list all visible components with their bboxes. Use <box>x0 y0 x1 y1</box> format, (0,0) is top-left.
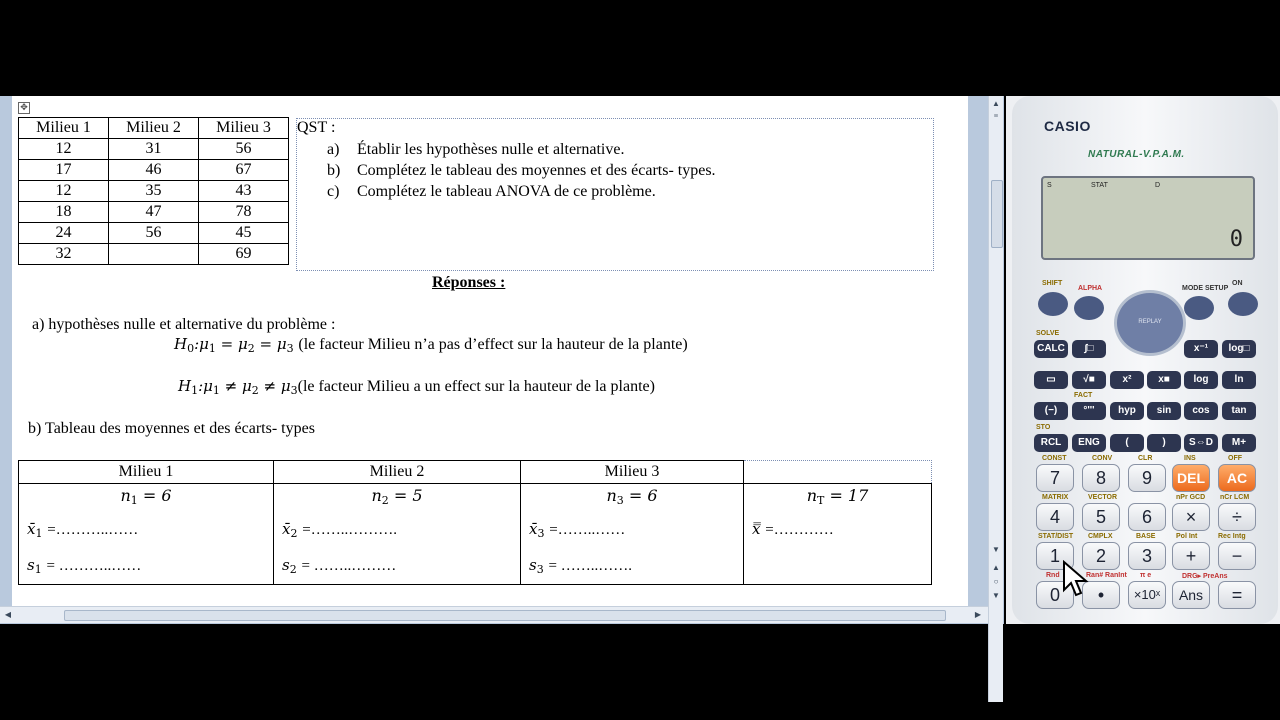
del-button[interactable]: DEL <box>1172 464 1210 492</box>
secondary-label: Rec Intg <box>1218 533 1246 540</box>
power-button[interactable]: x■ <box>1147 371 1181 389</box>
multiply-button[interactable]: × <box>1172 503 1210 531</box>
key-3[interactable]: 3 <box>1128 542 1166 570</box>
h1-line <box>178 377 655 397</box>
secondary-label: BASE <box>1136 533 1156 540</box>
ln-button[interactable]: ln <box>1222 371 1256 389</box>
cell <box>109 244 199 265</box>
n-value: = 17 <box>829 486 869 505</box>
h1-text: (le facteur Milieu a un effect sur la hauteur de la plante) <box>297 378 655 395</box>
prev-page-icon[interactable]: ▲ <box>992 563 1000 572</box>
scroll-right-icon[interactable]: ▶ <box>974 610 982 619</box>
key-6[interactable]: 6 <box>1128 503 1166 531</box>
table-row <box>19 160 289 181</box>
table-row <box>19 244 289 265</box>
data-table <box>18 117 289 265</box>
on-label: ON <box>1232 280 1243 287</box>
xbar3: $x̄_3$ =……..…… <box>529 520 626 540</box>
means-cell-total <box>744 484 932 585</box>
next-page-icon[interactable]: ▼ <box>992 591 1000 600</box>
log-button[interactable]: log <box>1184 371 1218 389</box>
exp-button[interactable]: ×10ˣ <box>1128 581 1166 609</box>
secondary-label: DRG▸ PreAns <box>1182 573 1228 580</box>
s2: $s_2$ = ……..……… <box>282 556 397 576</box>
responses-title: Réponses : <box>432 274 506 291</box>
s-blank: = ……..……. <box>548 558 632 574</box>
tan-button[interactable]: tan <box>1222 402 1256 420</box>
question-c <box>327 183 656 201</box>
cell: 45 <box>199 223 289 244</box>
nT: $n_T = 17$ <box>806 486 869 507</box>
mode-label: MODE SETUP <box>1182 285 1229 292</box>
secondary-label: Ran# RanInt <box>1086 572 1127 579</box>
s-blank: = ………..…… <box>46 558 142 574</box>
m-plus-button[interactable]: M+ <box>1222 434 1256 452</box>
h1-formula: $H_1:\mu_1 \ne \mu_2 \ne \mu_3$ <box>178 377 298 397</box>
means-header-2: Milieu 2 <box>274 461 521 484</box>
scroll-down-icon[interactable]: ▼ <box>992 545 1000 554</box>
sin-button[interactable]: sin <box>1147 402 1181 420</box>
secondary-label: SOLVE <box>1036 330 1060 337</box>
degree-button[interactable]: °''' <box>1072 402 1106 420</box>
cell: 56 <box>199 139 289 160</box>
cell: 67 <box>199 160 289 181</box>
alpha-label: ALPHA <box>1078 285 1103 292</box>
x-blank: =………..…… <box>47 522 139 538</box>
secondary-label: CMPLX <box>1088 533 1113 540</box>
shift-button[interactable] <box>1038 292 1068 316</box>
xbarbar: x̿ =………… <box>752 520 834 538</box>
cell: 47 <box>109 202 199 223</box>
h0-formula: $H_0:\mu_1 = \mu_2 = \mu_3$ <box>174 335 294 355</box>
cell: 43 <box>199 181 289 202</box>
header-milieu-3: Milieu 3 <box>199 118 289 139</box>
square-button[interactable]: x² <box>1110 371 1144 389</box>
cell: 46 <box>109 160 199 181</box>
secondary-label: MATRIX <box>1042 494 1069 501</box>
minus-button[interactable]: − <box>1218 542 1256 570</box>
question-letter: a) <box>327 141 340 158</box>
xbar2: $x̄_2$ =……..………. <box>282 520 397 540</box>
cell: 78 <box>199 202 289 223</box>
means-cell-3 <box>521 484 744 585</box>
secondary-label: CONST <box>1042 455 1067 462</box>
key-9[interactable]: 9 <box>1128 464 1166 492</box>
header-milieu-2: Milieu 2 <box>109 118 199 139</box>
secondary-label: OFF <box>1228 455 1242 462</box>
qst-title: QST : <box>297 119 336 136</box>
integral-button[interactable]: ∫□ <box>1072 340 1106 358</box>
question-letter: b) <box>327 162 341 179</box>
n-value: = 6 <box>142 486 172 505</box>
vertical-scroll-thumb[interactable] <box>991 180 1003 248</box>
split-icon[interactable]: ≡ <box>993 111 999 120</box>
key-2[interactable]: 2 <box>1082 542 1120 570</box>
calc-button[interactable]: CALC <box>1034 340 1068 358</box>
divide-button[interactable]: ÷ <box>1218 503 1256 531</box>
key-8[interactable]: 8 <box>1082 464 1120 492</box>
h0-text: (le facteur Milieu n’a pas d’effect sur la hauteur de la plante) <box>298 336 688 353</box>
mouse-pointer-icon <box>1062 560 1092 600</box>
question-text: Établir les hypothèses nulle et alternative. <box>357 141 625 158</box>
table-row <box>19 202 289 223</box>
ac-button[interactable]: AC <box>1218 464 1256 492</box>
document-page <box>12 96 968 606</box>
table-row <box>19 223 289 244</box>
equals-button[interactable]: = <box>1218 581 1256 609</box>
question-a <box>327 141 624 159</box>
cell: 31 <box>109 139 199 160</box>
decimal-point-button[interactable]: • <box>1082 581 1120 609</box>
calculator-brand: CASIO <box>1044 118 1091 134</box>
replay-dpad[interactable] <box>1114 290 1186 356</box>
ans-button[interactable]: Ans <box>1172 581 1210 609</box>
close-paren-button[interactable]: ) <box>1147 434 1181 452</box>
x-blank: =………… <box>765 522 834 538</box>
secondary-label: π e <box>1140 572 1152 579</box>
replay-label: REPLAY <box>1138 319 1162 325</box>
shift-label: SHIFT <box>1042 280 1063 287</box>
secondary-label: STO <box>1036 424 1051 431</box>
negative-button[interactable]: (−) <box>1034 402 1068 420</box>
cell: 32 <box>19 244 109 265</box>
means-header-3: Milieu 3 <box>521 461 744 484</box>
key-0[interactable]: 0 <box>1036 581 1074 609</box>
cell: 69 <box>199 244 289 265</box>
cell: 18 <box>19 202 109 223</box>
question-b <box>327 162 716 180</box>
secondary-label: INS <box>1184 455 1196 462</box>
question-box <box>296 118 934 271</box>
h0-line <box>174 335 688 355</box>
secondary-label: CONV <box>1092 455 1113 462</box>
xbar1: $x̄_1$ =………..…… <box>27 520 139 540</box>
indicator-stat: STAT <box>1091 182 1108 189</box>
hyp-button[interactable]: hyp <box>1110 402 1144 420</box>
means-cell-1 <box>19 484 274 585</box>
eng-button[interactable]: ENG <box>1072 434 1106 452</box>
scroll-up-icon[interactable]: ▲ <box>992 99 1000 108</box>
display-value: 0 <box>1229 227 1243 252</box>
answer-b-label: b) Tableau des moyennes et des écarts- types <box>28 420 315 437</box>
x-blank: =……..………. <box>302 522 397 538</box>
cell: 17 <box>19 160 109 181</box>
means-cell-2 <box>274 484 521 585</box>
cell: 35 <box>109 181 199 202</box>
secondary-label: CLR <box>1138 455 1153 462</box>
n-value: = 5 <box>393 486 423 505</box>
s3: $s_3$ = ……..……. <box>529 556 632 576</box>
s1: $s_1$ = ………..…… <box>27 556 142 576</box>
sqrt-button[interactable]: √■ <box>1072 371 1106 389</box>
secondary-label: nCr LCM <box>1220 494 1250 501</box>
means-header-4 <box>744 461 932 484</box>
table-row <box>19 181 289 202</box>
open-paren-button[interactable]: ( <box>1110 434 1144 452</box>
sd-button[interactable]: S⇔D <box>1184 434 1218 452</box>
mode-button[interactable] <box>1184 296 1214 320</box>
cell: 56 <box>109 223 199 244</box>
secondary-label: STAT/DIST <box>1038 533 1074 540</box>
means-table <box>18 460 932 585</box>
calculator-model: NATURAL-V.P.A.M. <box>1088 149 1185 160</box>
x-blank: =……..…… <box>549 522 626 538</box>
table-row <box>19 139 289 160</box>
select-browse-icon[interactable]: ○ <box>993 577 999 586</box>
key-5[interactable]: 5 <box>1082 503 1120 531</box>
cell: 12 <box>19 139 109 160</box>
indicator-d: D <box>1155 182 1161 189</box>
on-button[interactable] <box>1228 292 1258 316</box>
n-value: = 6 <box>628 486 658 505</box>
calculator-display <box>1041 176 1255 260</box>
question-text: Complétez le tableau ANOVA de ce problème. <box>357 183 656 200</box>
alpha-button[interactable] <box>1074 296 1104 320</box>
key-4[interactable]: 4 <box>1036 503 1074 531</box>
horizontal-scroll-thumb[interactable] <box>64 610 946 621</box>
cell: 24 <box>19 223 109 244</box>
n1: $n_1 = 6$ <box>120 486 172 507</box>
inverse-button[interactable]: x⁻¹ <box>1184 340 1218 358</box>
rcl-button[interactable]: RCL <box>1034 434 1068 452</box>
cell: 12 <box>19 181 109 202</box>
question-letter: c) <box>327 183 340 200</box>
horizontal-scrollbar[interactable] <box>0 606 988 623</box>
secondary-label: Rnd <box>1046 572 1060 579</box>
question-text: Complétez le tableau des moyennes et des écarts- types. <box>357 162 716 179</box>
secondary-label: nPr GCD <box>1176 494 1206 501</box>
scroll-left-icon[interactable]: ◀ <box>4 610 12 619</box>
secondary-label: FACT <box>1074 392 1093 399</box>
document-window <box>0 96 1004 624</box>
calculator <box>1012 96 1278 624</box>
table-move-handle-icon[interactable]: ✥ <box>18 102 30 114</box>
secondary-label: Pol Int <box>1176 533 1198 540</box>
plus-button[interactable]: + <box>1172 542 1210 570</box>
n2: $n_2 = 5$ <box>371 486 423 507</box>
fraction-button[interactable]: ▭ <box>1034 371 1068 389</box>
n3: $n_3 = 6$ <box>606 486 658 507</box>
log-base-button[interactable]: log□ <box>1222 340 1256 358</box>
vertical-scrollbar[interactable] <box>988 96 1003 702</box>
header-milieu-1: Milieu 1 <box>19 118 109 139</box>
means-header-1: Milieu 1 <box>19 461 274 484</box>
answer-a-label: a) hypothèses nulle et alternative du problème : <box>32 316 336 333</box>
cos-button[interactable]: cos <box>1184 402 1218 420</box>
key-7[interactable]: 7 <box>1036 464 1074 492</box>
s-blank: = ……..……… <box>301 558 397 574</box>
indicator-s: S <box>1047 182 1052 189</box>
key-1[interactable]: 1 <box>1036 542 1074 570</box>
secondary-label: VECTOR <box>1088 494 1118 501</box>
